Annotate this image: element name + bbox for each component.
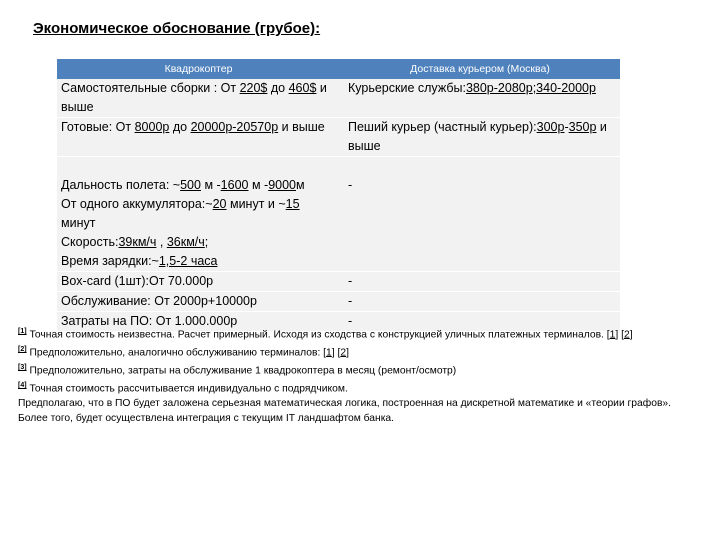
paragraph-logic: Предполагаю, что в ПО будет заложена серьезная математическая логика, построенная на дискретной математике и «теории графов». <box>18 398 672 410</box>
footnote-1: [1] Точная стоимость неизвестна. Расчет примерный. Исходя из сходства с конструкцией уличных платежных терминалов. [1] [2] <box>18 328 633 341</box>
table-header-row <box>57 59 620 79</box>
table-row <box>57 79 620 118</box>
cell-assembly-price: Самостоятельные сборки : От 220$ до 460$ и выше <box>57 79 340 118</box>
cell-specs <box>57 157 340 272</box>
footnote-marker: [3] <box>18 364 27 372</box>
footnote-4: [4] Точная стоимость рассчитывается индивидуально с подрядчиком. <box>18 382 348 395</box>
spec-range: Дальность полета: ~500 м -1600 м -9000м <box>61 178 305 192</box>
comparison-table <box>57 59 620 332</box>
header-quadcopter: Квадрокоптер <box>57 59 340 79</box>
paragraph-integration: Более того, будет осуществлена интеграция с текущим IT ландшафтом банка. <box>18 412 395 424</box>
footnote-link[interactable]: 2 <box>623 329 630 341</box>
cell-courier-services: Курьерские службы:380р-2080р;340-2000р <box>340 79 620 118</box>
footnote-marker: [1] <box>18 328 27 335</box>
footnote-2: [2] Предположительно, аналогично обслуживанию терминалов: [1] [2] <box>18 346 349 359</box>
cell-specs-dash: - <box>340 157 620 272</box>
header-courier: Доставка курьером (Москва) <box>340 59 620 79</box>
footnote-link[interactable]: 1 <box>609 329 616 341</box>
footnote-marker: [2] <box>18 346 27 354</box>
table-row <box>57 272 620 292</box>
page-title: Экономическое обоснование (грубое): <box>33 20 321 37</box>
spec-battery: От одного аккумулятора:~20 минут и ~15 минут <box>61 197 300 230</box>
spec-charging: Время зарядки:~1,5-2 часа <box>61 254 218 268</box>
cell-software: Затраты на ПО: От 1.000.000р <box>57 312 340 332</box>
table-row <box>57 292 620 312</box>
cell-maintenance: Обслуживание: От 2000р+10000р <box>57 292 340 312</box>
cell-boxcard: Box-card (1шт):От 70.000р <box>57 272 340 292</box>
cell-ready-price: Готовые: От 8000р до 20000р-20570р и выше <box>57 118 340 157</box>
footnote-link[interactable]: 2 <box>340 347 347 359</box>
cell-software-dash: - <box>340 312 620 332</box>
footnote-marker: [4] <box>18 382 27 390</box>
table-row <box>57 118 620 157</box>
cell-maintenance-dash: - <box>340 292 620 312</box>
footnotes <box>18 325 718 426</box>
cell-boxcard-dash: - <box>340 272 620 292</box>
footnote-link[interactable]: 1 <box>326 347 332 359</box>
table-row <box>57 157 620 272</box>
spec-speed: Скорость:39км/ч , 36км/ч; <box>61 235 209 249</box>
footnote-3: [3] Предположительно, затраты на обслуживание 1 квадрокоптера в месяц (ремонт/осмотр) <box>18 364 457 377</box>
cell-walking-courier: Пеший курьер (частный курьер):300р-350р и выше <box>340 118 620 157</box>
